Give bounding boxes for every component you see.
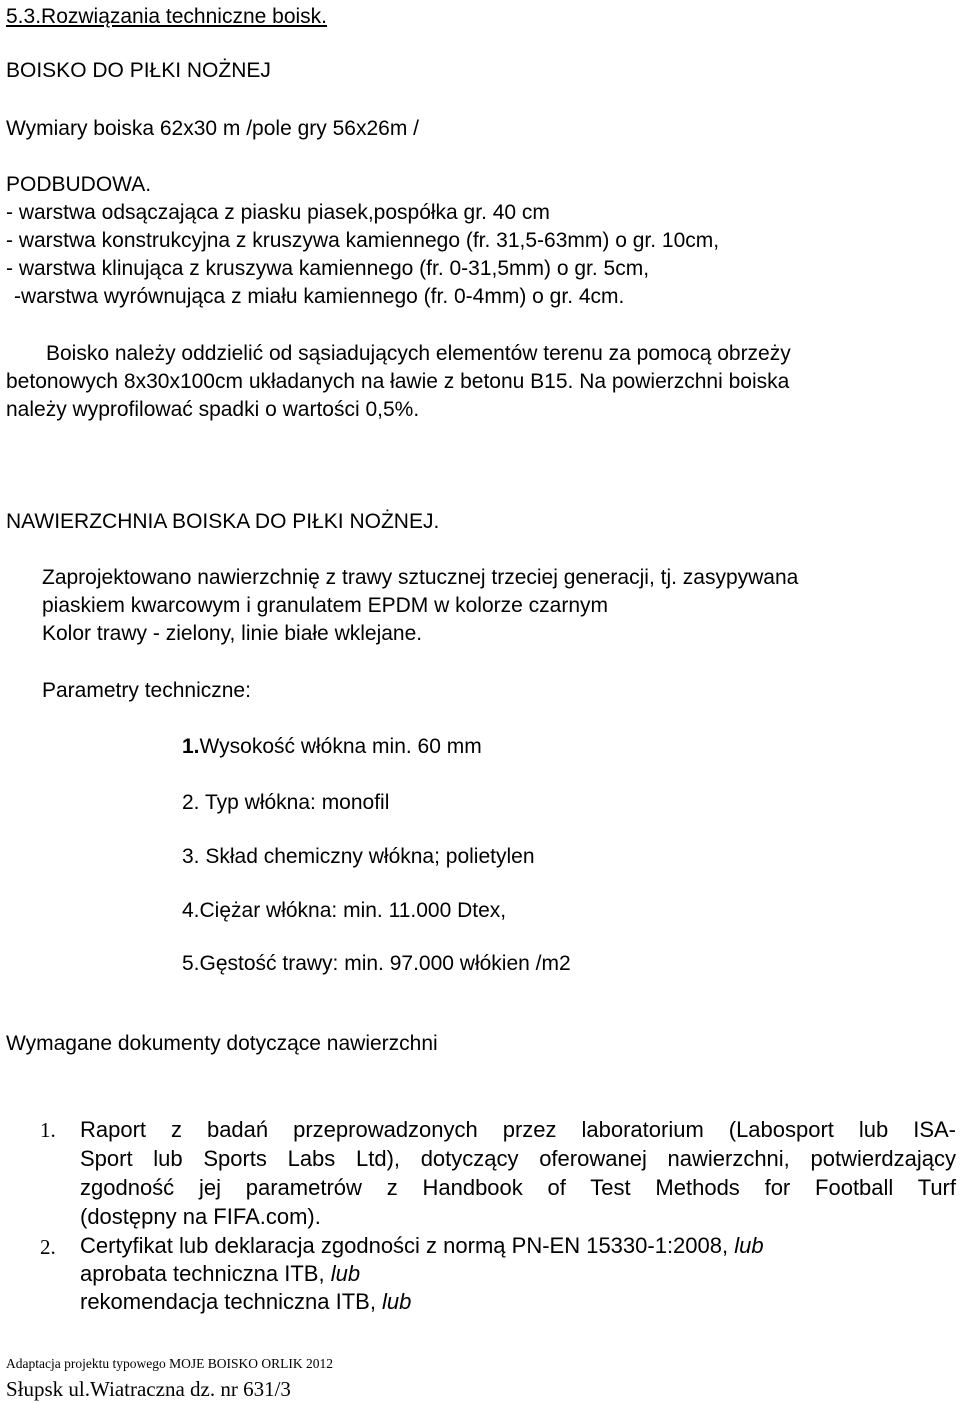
parameters-heading: Parametry techniczne: [42, 679, 251, 702]
parameter-item [182, 734, 482, 760]
parameter-number: 3. [182, 845, 200, 868]
parameter-text: Gęstość trawy: min. 97.000 włókien /m2 [199, 952, 571, 975]
substructure-layer: -warstwa wyrównująca z miału kamiennego (fr. 0-4mm) o gr. 4cm. [14, 285, 625, 308]
parameter-number: 4. [182, 899, 200, 922]
curbs-paragraph-line: należy wyprofilować spadki o wartości 0,5%. [6, 398, 420, 421]
surface-description-line: Kolor trawy - zielony, linie białe wklejane. [42, 622, 423, 645]
documents-heading: Wymagane dokumenty dotyczące nawierzchni [6, 1032, 438, 1055]
parameter-item [182, 790, 389, 816]
parameter-number: 5. [182, 952, 200, 975]
surface-heading: NAWIERZCHNIA BOISKA DO PIŁKI NOŻNEJ. [6, 510, 440, 533]
parameter-text: Wysokość włókna min. 60 mm [199, 735, 482, 758]
document-item-line: Raport z badań przeprowadzonych przez laboratorium (Labosport lub ISA- [80, 1117, 956, 1142]
document-item-number: 1. [40, 1118, 56, 1142]
curbs-paragraph-line: betonowych 8x30x100cm układanych na ławie z betonu B15. Na powierzchni boiska [6, 370, 790, 393]
document-item-line: rekomendacja techniczna ITB, lub [80, 1289, 412, 1314]
document-item-number: 2. [40, 1235, 56, 1259]
parameter-item [182, 898, 506, 924]
substructure-layer: - warstwa odsączająca z piasku piasek,pospółka gr. 40 cm [6, 201, 550, 224]
parameter-number: 2. [182, 791, 200, 814]
footer-project: Adaptacja projektu typowego MOJE BOISKO ORLIK 2012 [6, 1356, 333, 1371]
surface-description-line: piaskiem kwarcowym i granulatem EPDM w kolorze czarnym [42, 594, 608, 617]
parameter-number: 1. [182, 735, 200, 758]
document-item-line: (dostępny na FIFA.com). [80, 1204, 321, 1229]
document-item-line: zgodność jej parametrów z Handbook of Test Methods for Football Turf [80, 1175, 956, 1200]
parameter-text: Typ włókna: monofil [199, 791, 390, 814]
parameter-item [182, 951, 571, 977]
curbs-paragraph-line: Boisko należy oddzielić od sąsiadujących elementów terenu za pomocą obrzeży [46, 342, 791, 365]
substructure-heading: PODBUDOWA. [6, 173, 152, 196]
parameter-text: Ciężar włókna: min. 11.000 Dtex, [199, 899, 507, 922]
footer-location: Słupsk ul.Wiatraczna dz. nr 631/3 [6, 1377, 291, 1401]
parameter-text: Skład chemiczny włókna; polietylen [199, 845, 535, 868]
parameter-item [182, 844, 535, 870]
substructure-layer: - warstwa klinująca z kruszywa kamiennego (fr. 0-31,5mm) o gr. 5cm, [6, 257, 650, 280]
field-heading: BOISKO DO PIŁKI NOŻNEJ [6, 59, 271, 82]
surface-description-line: Zaprojektowano nawierzchnię z trawy sztucznej trzeciej generacji, tj. zasypywana [42, 566, 799, 589]
document-item-line: Certyfikat lub deklaracja zgodności z normą PN-EN 15330-1:2008, lub [80, 1233, 764, 1258]
substructure-layer: - warstwa konstrukcyjna z kruszywa kamiennego (fr. 31,5-63mm) o gr. 10cm, [6, 229, 720, 252]
document-item-line: Sport lub Sports Labs Ltd), dotyczący oferowanej nawierzchni, potwierdzający [80, 1146, 956, 1171]
document-item-line: aprobata techniczna ITB, lub [80, 1261, 361, 1286]
section-title: 5.3.Rozwiązania techniczne boisk. [6, 5, 328, 28]
field-dimensions: Wymiary boiska 62x30 m /pole gry 56x26m / [6, 117, 419, 140]
